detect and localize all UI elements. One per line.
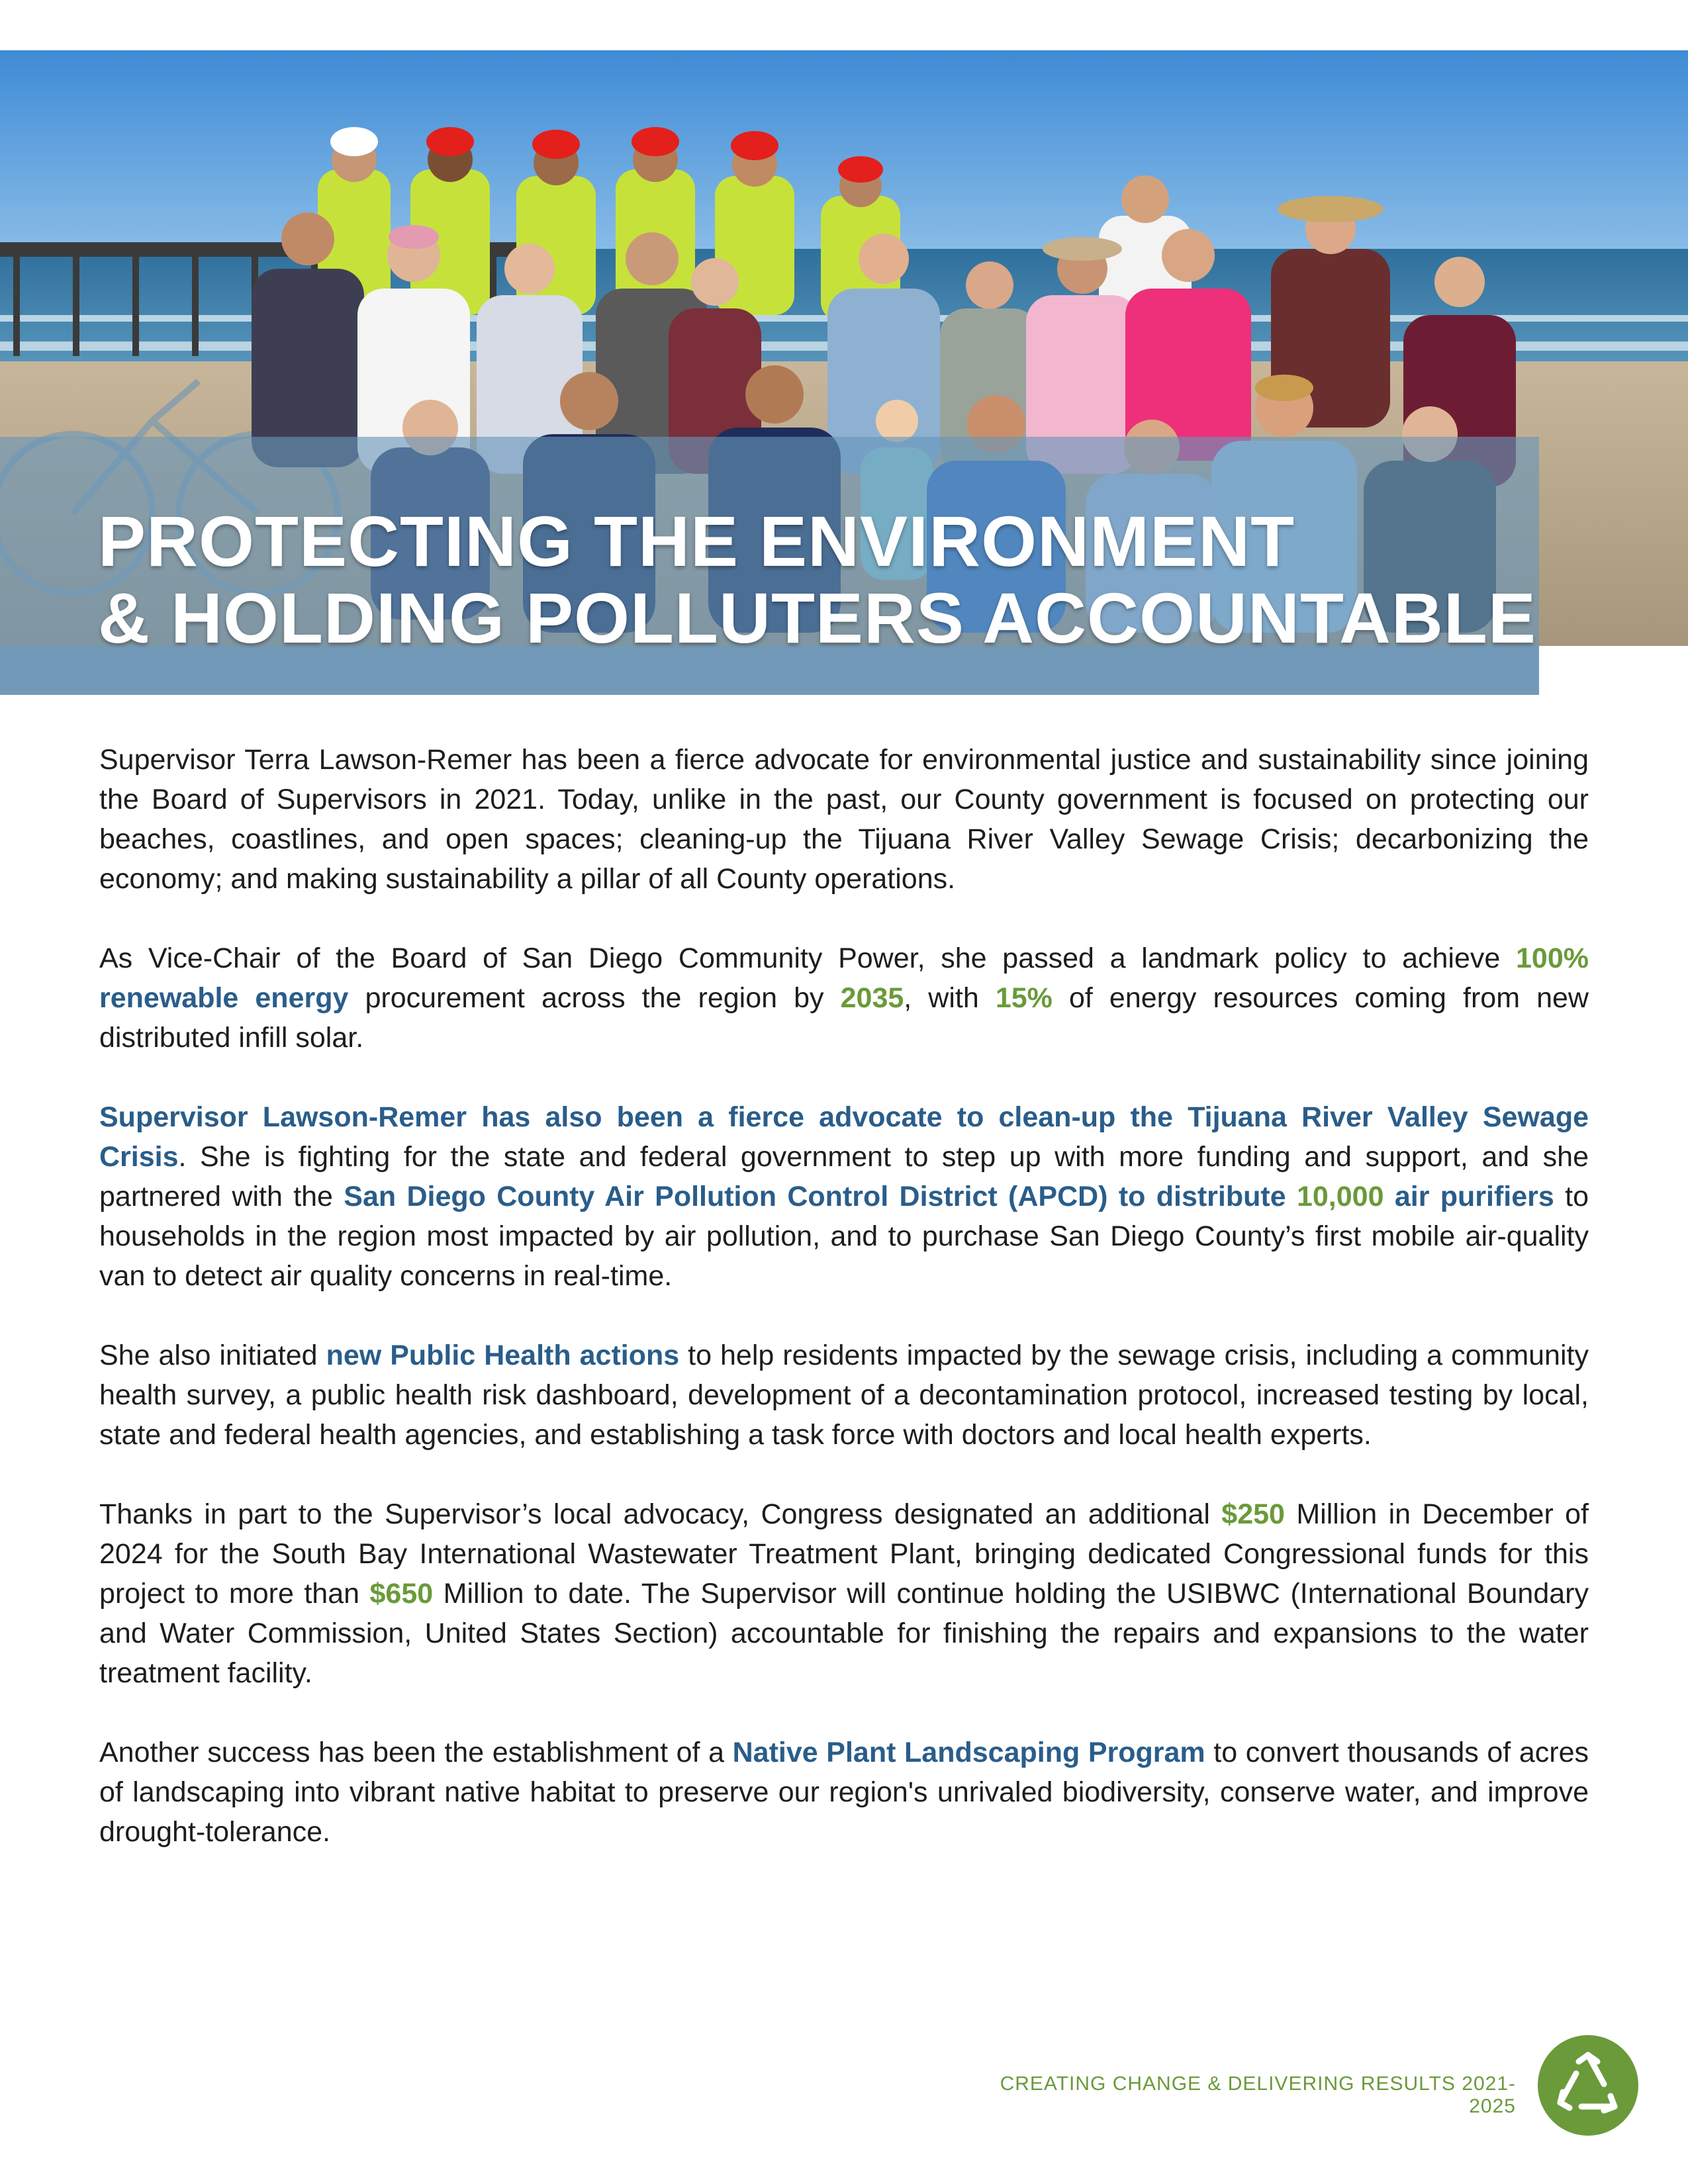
text-run: procurement across the region by: [348, 982, 841, 1014]
article-body: [99, 740, 1589, 1891]
highlight-green: $650: [369, 1578, 434, 1610]
highlight-green: 15%: [995, 982, 1053, 1014]
text-run: to help residents impacted by the sewage crisis, including a community health survey, a public health risk dashboard, development of a decontamination protocol, increased testing by local, state and federal health agencies, and establishing a task force with doctors and local health experts.: [99, 1340, 1589, 1451]
highlight-green: $250: [1221, 1498, 1285, 1530]
highlight-blue: renewable energy: [99, 982, 349, 1014]
highlight-green: 100%: [1516, 942, 1589, 974]
paragraph-public-health: [99, 1336, 1589, 1455]
highlight-blue: Native Plant Landscaping Program: [732, 1737, 1205, 1768]
text-run: She also initiated: [99, 1340, 326, 1371]
text-run: Another success has been the establishment of a: [99, 1737, 733, 1768]
paragraph-sewage-crisis: [99, 1097, 1589, 1296]
text-run: , with: [904, 982, 996, 1014]
text-run: Thanks in part to the Supervisor’s local advocacy, Congress designated an additional: [99, 1498, 1222, 1530]
text-run: Supervisor Terra Lawson-Remer has been a fierce advocate for environmental justice and sustainability since joining the Board of Supervisors in 2021. Today, unlike in the past, our County government is focused on protecting our beaches, coastlines, and open spaces; cleaning-up the Tijuana River Valley Sewage Crisis; decarbonizing the economy; and making sustainability a pillar of all County operations.: [99, 744, 1589, 895]
recycle-icon: [1538, 2035, 1638, 2136]
text-run: to households in the region most impacted by air pollution, and to purchase San Diego County’s first mobile air-quality van to detect air quality concerns in real-time.: [99, 1181, 1589, 1292]
text-run: . She is fighting for the state and federal government to step up with more funding and support, and she partnered with the: [99, 1141, 1589, 1212]
text-run: As Vice-Chair of the Board of San Diego Community Power, she passed a landmark policy to achieve: [99, 942, 1517, 974]
highlight-blue: air purifiers: [1383, 1181, 1554, 1212]
page-title-line-2: & HOLDING POLLUTERS ACCOUNTABLE: [98, 578, 1536, 658]
highlight-blue: Supervisor Lawson-Remer has also been a fierce advocate to clean-up the Tijuana River Valley Sewage Crisis: [99, 1101, 1589, 1173]
highlight-blue: new Public Health actions: [326, 1340, 680, 1371]
paragraph-native-plants: [99, 1733, 1589, 1852]
page-title: [98, 503, 1536, 657]
text-run: Million to date. The Supervisor will continue holding the USIBWC (International Boundary and Water Commission, United States Section) accountable for finishing the repairs and expansions to the water treatment facility.: [99, 1578, 1589, 1689]
text-run: of energy resources coming from new distributed infill solar.: [99, 982, 1589, 1054]
text-run: Million in December of 2024 for the South Bay International Wastewater Treatment Plant, bringing dedicated Congressional funds for this project to more than: [99, 1498, 1589, 1610]
page-title-line-1: PROTECTING THE ENVIRONMENT: [98, 501, 1295, 581]
paragraph-congress-funding: [99, 1494, 1589, 1693]
text-run: to convert thousands of acres of landscaping into vibrant native habitat to preserve our region's unrivaled biodiversity, conserve water, and improve drought-tolerance.: [99, 1737, 1589, 1848]
highlight-green: 2035: [840, 982, 904, 1014]
highlight-green: 10,000: [1296, 1181, 1384, 1212]
paragraph-intro: [99, 740, 1589, 899]
paragraph-renewable-energy: [99, 938, 1589, 1058]
footer-tagline: CREATING CHANGE & DELIVERING RESULTS 2021-2025: [1000, 2073, 1516, 2117]
highlight-blue: San Diego County Air Pollution Control District (APCD) to distribute: [344, 1181, 1297, 1212]
